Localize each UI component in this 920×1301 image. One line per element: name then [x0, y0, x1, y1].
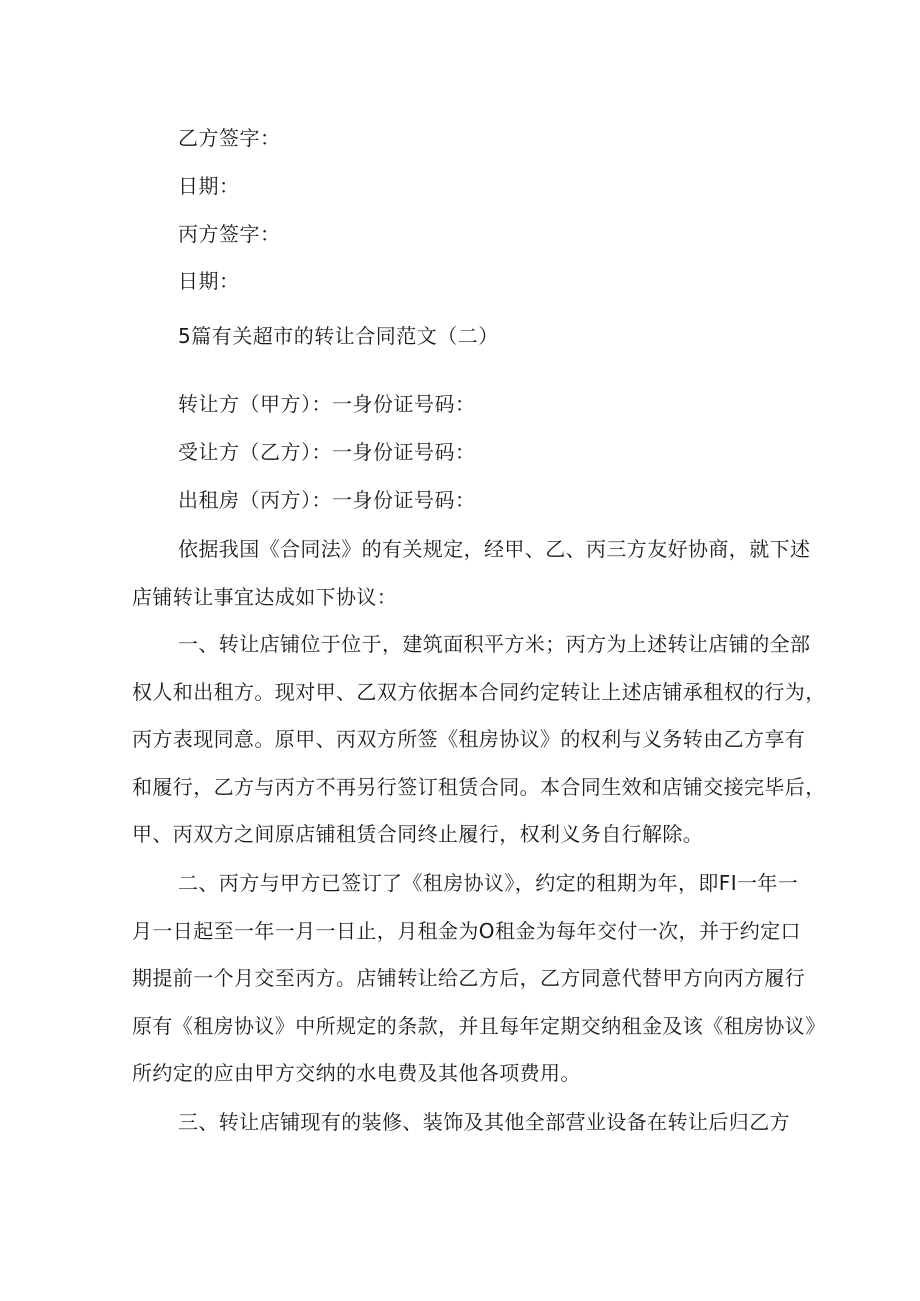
clause-2-line-2: 月一日起至一年一月一日止，月租金为O租金为每年交付一次，并于约定口 [132, 918, 801, 943]
intro-paragraph [132, 526, 811, 621]
document-title: 5篇有关超市的转让合同范文（二） [178, 324, 499, 348]
transferor-line: 转让方（甲方）：一身份证号码： [178, 392, 476, 416]
clause-2-paragraph [132, 860, 826, 1098]
clause-1-line-4: 和履行，乙方与丙方不再另行签订租赁合同。本合同生效和店铺交接完毕后， [132, 774, 826, 799]
party-b-signature-label: 乙方签字： [178, 126, 281, 150]
lessor-line: 出租房（丙方）：一身份证号码： [178, 488, 476, 512]
clause-3-line-1: 三、转让店铺现有的装修、装饰及其他全部营业设备在转让后归乙方 [178, 1110, 790, 1134]
clause-1-line-1: 一、转让店铺位于位于，建筑面积平方米；丙方为上述转让店铺的全部 [178, 632, 811, 656]
clause-3-paragraph [178, 1099, 798, 1147]
clause-1-paragraph [132, 621, 826, 859]
party-c-signature-label: 丙方签字： [178, 222, 281, 246]
clause-2-line-4: 原有《租房协议》中所规定的条款，并且每年定期交纳租金及该《租房协议》 [132, 1013, 826, 1038]
intro-line-2: 店铺转让事宜达成如下协议： [132, 584, 398, 609]
clause-1-line-3: 丙方表现同意。原甲、丙双方所签《租房协议》的权利与义务转由乙方享有 [132, 727, 806, 752]
transferee-line: 受让方（乙方）：一身份证号码： [178, 440, 476, 464]
clause-2-line-1: 二、丙方与甲方已签订了《租房协议》，约定的租期为年，即FI一年一 [178, 871, 799, 895]
clause-1-line-2: 权人和出租方。现对甲、乙双方依据本合同约定转让上述店铺承租权的行为， [132, 679, 826, 704]
date-label-2: 日期： [178, 269, 240, 293]
clause-2-line-3: 期提前一个月交至丙方。店铺转让给乙方后，乙方同意代替甲方向丙方履行 [132, 966, 806, 991]
intro-line-1: 依据我国《合同法》的有关规定，经甲、乙、丙三方友好协商，就下述 [178, 537, 811, 561]
clause-1-line-5: 甲、丙双方之间原店铺租赁合同终止履行，权利义务自行解除。 [132, 822, 704, 847]
clause-2-line-5: 所约定的应由甲方交纳的水电费及其他各项费用。 [132, 1061, 581, 1086]
date-label-1: 日期： [178, 174, 240, 198]
